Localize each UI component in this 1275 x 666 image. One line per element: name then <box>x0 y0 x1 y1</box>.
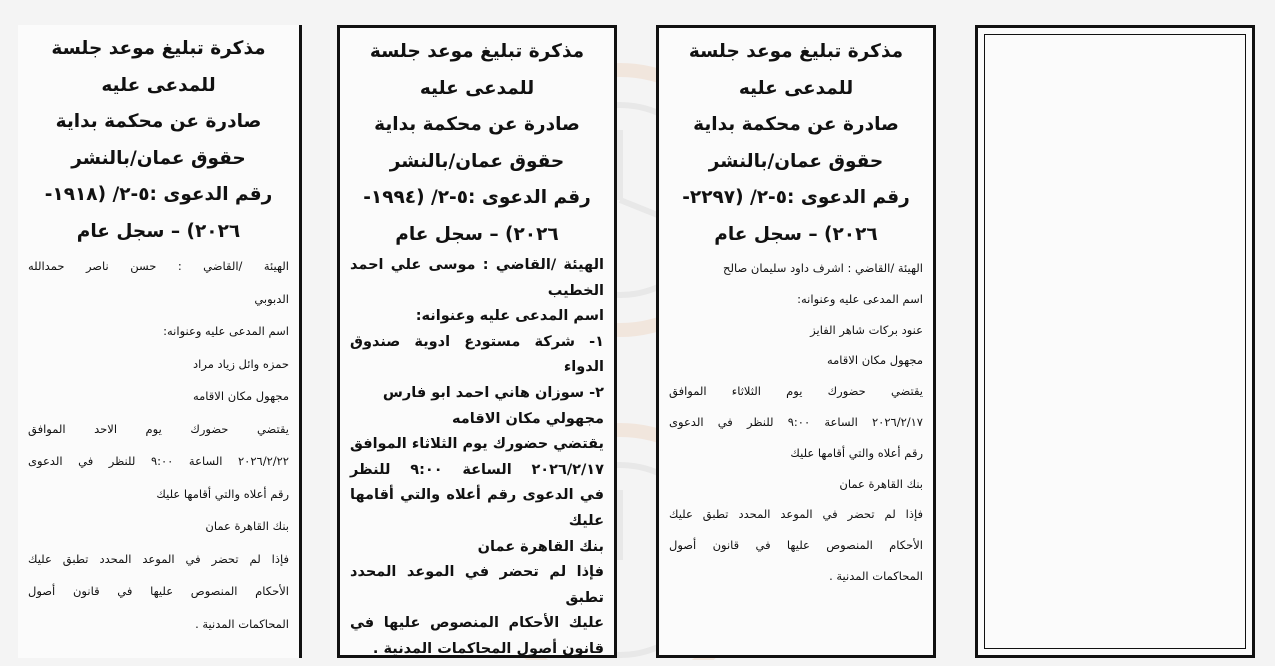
summons-line: يقتضي حضورك يوم الثلاثاء الموافق <box>350 436 604 453</box>
heading-line: مذكرة تبليغ موعد جلسة <box>51 38 266 59</box>
blank-notice-frame <box>975 25 1255 658</box>
notice-3-heading <box>669 34 923 253</box>
notice-1-body <box>28 250 289 640</box>
summons-line: رقم أعلاه والتي أقامها عليك <box>156 486 289 501</box>
judge-line: الخطيب <box>547 282 604 299</box>
summons-line: عليك <box>568 512 604 529</box>
defendant-name: ١- شركة مستودع ادوية صندوق <box>350 333 604 350</box>
case-number: رقم الدعوى :٥-٢/ (٢٢٩٧- <box>682 187 910 208</box>
case-number: رقم الدعوى :٥-٢/ (١٩٩٤- <box>363 187 591 208</box>
warning-line: فإذا لم تحضر في الموعد المحدد تطبق عليك <box>28 551 289 566</box>
warning-line: المحاكمات المدنية . <box>195 616 289 631</box>
judge-line: الهيئة /القاضي : اشرف داود سليمان صالح <box>723 261 923 275</box>
heading-line: حقوق عمان/بالنشر <box>708 150 884 172</box>
notice-2-heading <box>350 34 604 253</box>
heading-line: للمدعى عليه <box>101 74 216 96</box>
summons-line: يقتضي حضورك يوم الثلاثاء الموافق <box>669 384 923 399</box>
heading-line: صادرة عن محكمة بداية <box>374 114 580 135</box>
heading-line: مذكرة تبليغ موعد جلسة <box>688 41 904 62</box>
notice-2-body <box>350 253 604 663</box>
judge-line: الهيئة /القاضي : موسى علي احمد <box>350 257 604 273</box>
defendant-label: اسم المدعى عليه وعنوانه: <box>415 308 604 325</box>
summons-line: في الدعوى رقم أعلاه والتي أقامها <box>350 487 604 504</box>
summons-line: رقم أعلاه والتي أقامها عليك <box>790 445 923 460</box>
summons-line: يقتضي حضورك يوم الاحد الموافق <box>28 421 289 436</box>
plaintiff-name: بنك القاهرة عمان <box>839 476 923 491</box>
judge-line: الدبوبي <box>254 291 289 306</box>
warning-line: فإذا لم تحضر في الموعد المحدد تطبق عليك <box>669 507 923 522</box>
defendant-address: مجهولي مكان الاقامه <box>451 410 604 427</box>
notice-3-body <box>669 253 923 592</box>
heading-line: للمدعى عليه <box>419 77 535 99</box>
defendant-name: ٢- سوزان هاني احمد ابو فارس <box>382 384 604 401</box>
inner-border <box>984 34 1246 649</box>
plaintiff-name: بنك القاهرة عمان <box>477 538 604 555</box>
heading-line: حقوق عمان/بالنشر <box>71 147 246 169</box>
notice-1 <box>18 25 302 658</box>
notice-1-heading <box>28 31 289 250</box>
warning-line: قانون أصول المحاكمات المدنية . <box>372 640 604 657</box>
summons-line: ٢٠٢٦/٢/١٧ الساعة ٩:٠٠ للنظر <box>350 461 604 478</box>
heading-line: صادرة عن محكمة بداية <box>693 114 899 135</box>
case-number: رقم الدعوى :٥-٢/ (١٩١٨- <box>44 184 273 205</box>
warning-line: الأحكام المنصوص عليها في قانون أصول <box>28 584 289 598</box>
defendant-name: الدواء <box>563 359 604 376</box>
notice-3 <box>656 25 936 658</box>
defendant-address: مجهول مكان الاقامه <box>826 353 923 368</box>
heading-line: حقوق عمان/بالنشر <box>389 150 565 172</box>
case-register: ٢٠٢٦) – سجل عام <box>714 223 878 245</box>
warning-line: المحاكمات المدنية . <box>829 568 923 583</box>
heading-line: للمدعى عليه <box>738 77 854 99</box>
defendant-address: مجهول مكان الاقامه <box>192 389 289 403</box>
summons-line: ٢٠٢٦/٢/١٧ الساعة ٩:٠٠ للنظر في الدعوى <box>669 414 923 429</box>
notice-2 <box>337 25 617 658</box>
summons-line: ٢٠٢٦/٢/٢٢ الساعة ٩:٠٠ للنظر في الدعوى <box>28 454 289 468</box>
defendant-name: حمزه وائل زياد مراد <box>193 356 289 371</box>
warning-line: عليك الأحكام المنصوص عليها في <box>350 615 604 632</box>
case-register: ٢٠٢٦) – سجل عام <box>76 220 241 242</box>
warning-line: الأحكام المنصوص عليها في قانون أصول <box>669 538 923 553</box>
defendant-label: اسم المدعى عليه وعنوانه: <box>797 291 923 306</box>
defendant-label: اسم المدعى عليه وعنوانه: <box>163 324 289 338</box>
warning-line: فإذا لم تحضر في الموعد المحدد تطبق <box>350 564 604 606</box>
plaintiff-name: بنك القاهرة عمان <box>205 519 289 533</box>
defendant-name: عنود بركات شاهر الفايز <box>810 322 923 337</box>
heading-line: مذكرة تبليغ موعد جلسة <box>369 41 585 62</box>
case-register: ٢٠٢٦) – سجل عام <box>395 223 559 245</box>
heading-line: صادرة عن محكمة بداية <box>55 111 262 132</box>
judge-line: الهيئة /القاضي : حسن ناصر حمدالله <box>28 259 289 273</box>
